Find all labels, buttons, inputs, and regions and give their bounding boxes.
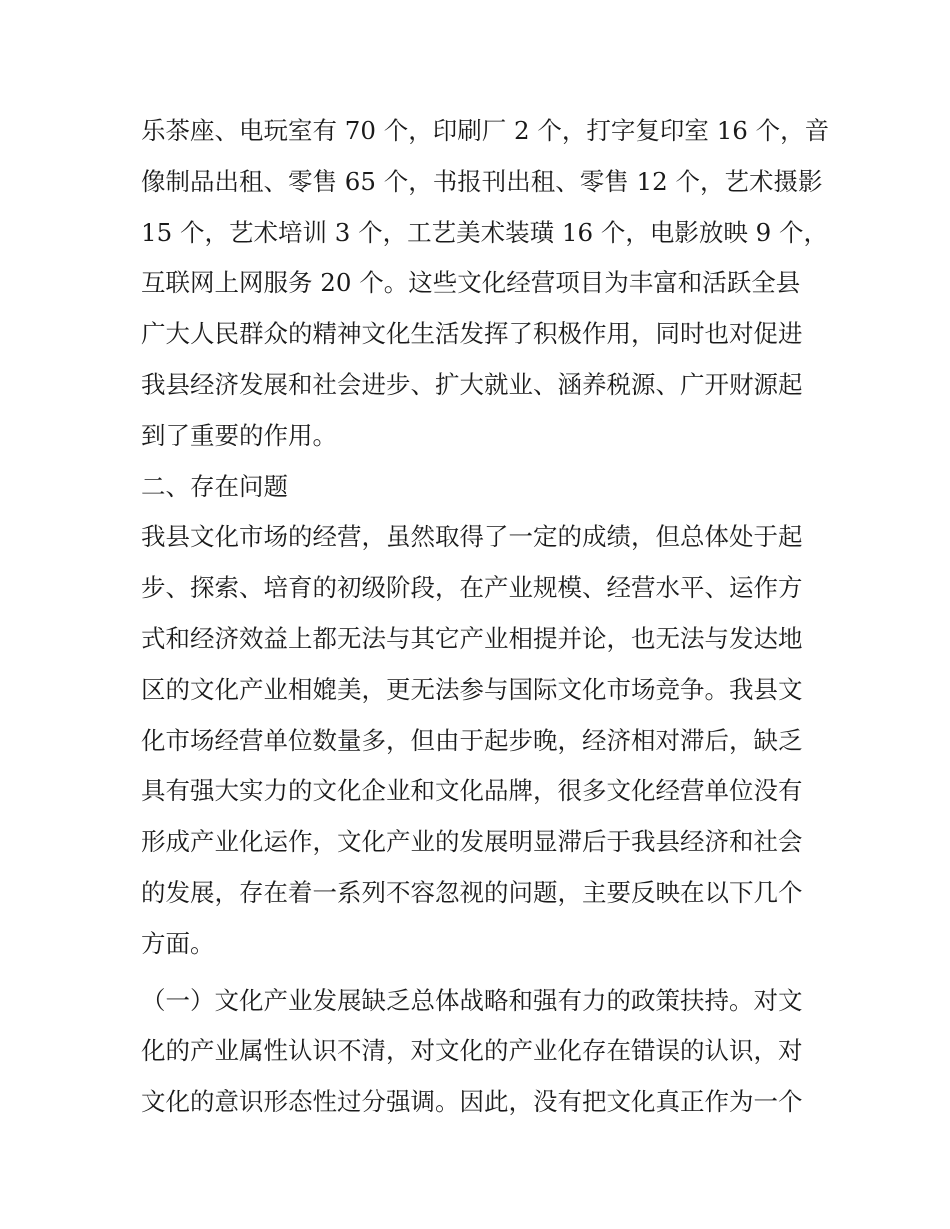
- text-line-17: 方面。: [141, 928, 215, 958]
- text-line-1: 乐茶座、电玩室有 70 个，印刷厂 2 个，打字复印室 16 个，音: [141, 116, 830, 145]
- subsection-heading-line: （一）文化产业发展缺乏总体战略和强有力的政策扶持。对文: [141, 985, 803, 1015]
- text-line-4: 互联网上网服务 20 个。这些文化经营项目为丰富和活跃全县: [141, 268, 801, 298]
- text-line-16: 的发展，存在着一系列不容忽视的问题，主要反映在以下几个: [141, 877, 803, 907]
- text-line-15: 形成产业化运作，文化产业的发展明显滞后于我县经济和社会: [141, 827, 803, 857]
- document-body: [141, 106, 830, 1128]
- text-line-5: 广大人民群众的精神文化生活发挥了积极作用，同时也对促进: [141, 319, 803, 349]
- text-line-20: 文化的意识形态性过分强调。因此，没有把文化真正作为一个: [141, 1087, 803, 1117]
- text-line-10: 步、探索、培育的初级阶段，在产业规模、经营水平、运作方: [141, 573, 803, 603]
- text-line-9: 我县文化市场的经营，虽然取得了一定的成绩，但总体处于起: [141, 522, 803, 552]
- text-line-3: 15 个，艺术培训 3 个，工艺美术装璜 16 个，电影放映 9 个，: [141, 217, 829, 247]
- text-line-13: 化市场经营单位数量多，但由于起步晚，经济相对滞后，缺乏: [141, 725, 803, 755]
- text-line-6: 我县经济发展和社会进步、扩大就业、涵养税源、广开财源起: [141, 369, 803, 399]
- text-line-2: 像制品出租、零售 65 个，书报刊出租、零售 12 个，艺术摄影: [141, 166, 823, 196]
- section-heading: 二、存在问题: [141, 471, 288, 501]
- text-line-7: 到了重要的作用。: [141, 420, 337, 450]
- text-line-14: 具有强大实力的文化企业和文化品牌，很多文化经营单位没有: [141, 776, 803, 806]
- text-line-19: 化的产业属性认识不清，对文化的产业化存在错误的认识，对: [141, 1036, 803, 1066]
- text-line-11: 式和经济效益上都无法与其它产业相提并论，也无法与发达地: [141, 623, 803, 653]
- text-line-12: 区的文化产业相媲美，更无法参与国际文化市场竞争。我县文: [141, 674, 803, 704]
